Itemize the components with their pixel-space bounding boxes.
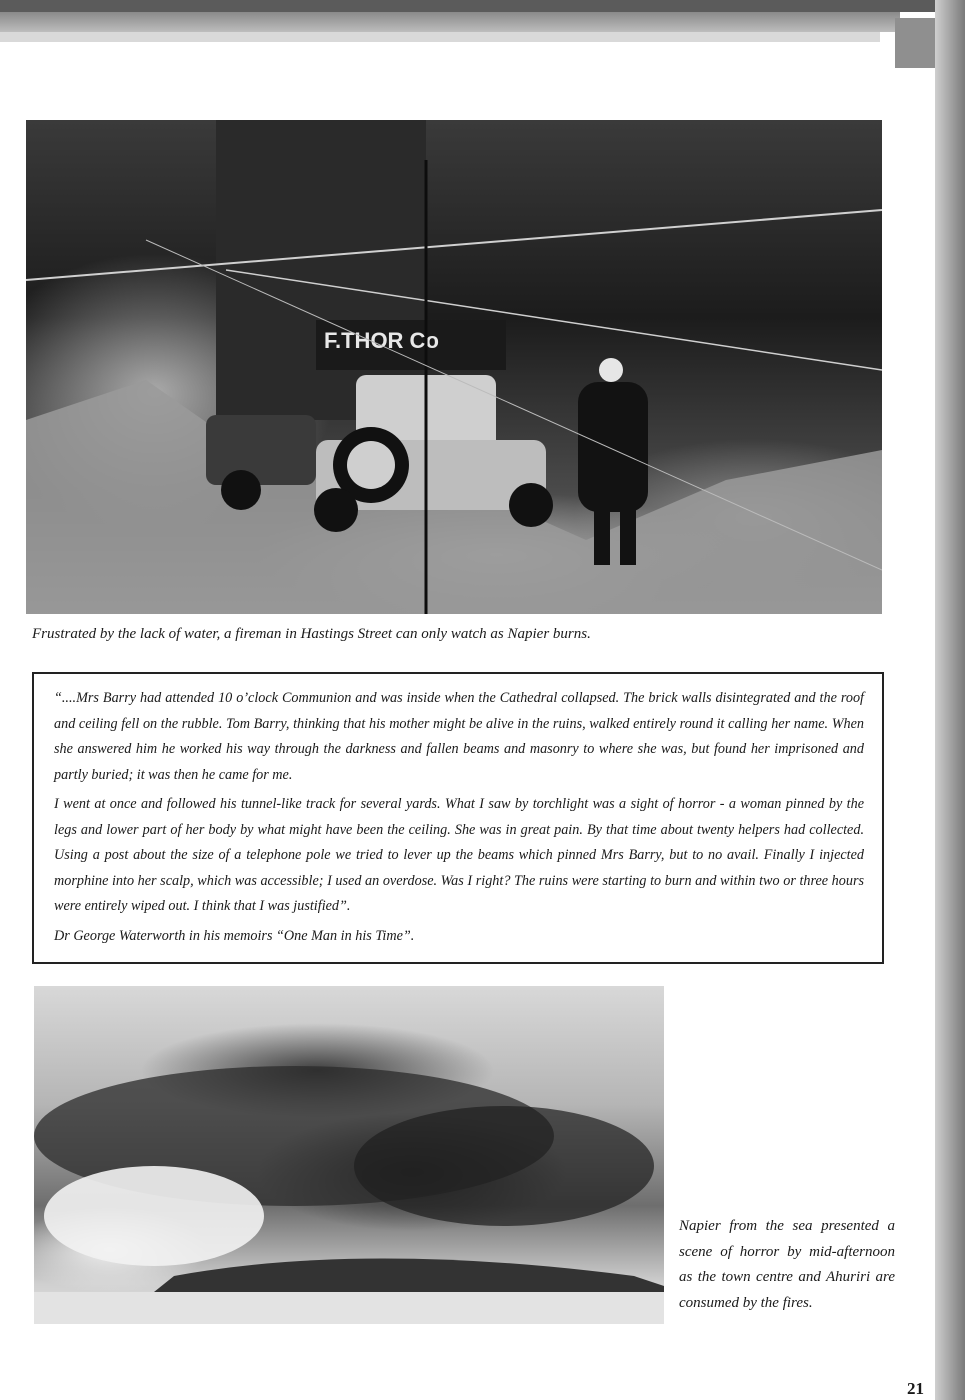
scan-edge-right [935, 0, 965, 1400]
photo-napier-from-sea [34, 986, 664, 1324]
scan-corner [895, 18, 935, 68]
quote-box [32, 672, 884, 964]
scan-edge-band [0, 12, 900, 32]
shop-sign-text: F.THOR Co [324, 328, 439, 353]
scan-edge-band-light [0, 32, 880, 42]
quote-attribution: Dr George Waterworth in his memoirs “One Man in his Time”. [54, 927, 415, 944]
page-number: 21 [907, 1379, 924, 1398]
quote-paragraph-2: I went at once and followed his tunnel-like track for several yards. What I saw by torchlight was a sight of horror - a woman pinned by the legs and lower part of her body by what might have been the ceiling. She was in great pain. By that time about twenty helpers had collected. Using a post about the size of a telephone pole we tried to lever up the beams which pinned Mrs Barry, but to no avail. Finally I injected morphine into her scalp, which was accessible; I used an overdose. Was I right? The ruins were starting to burn and within two or three hours were entirely wiped out. I think that I was justified”. [54, 796, 864, 914]
photo-napier-from-sea-drawing [34, 986, 664, 1324]
smoke-white [44, 1166, 264, 1266]
photo-napier-from-sea-caption: Napier from the sea presented a scene of horror by mid-afternoon as the town centre and Ahuriri are consumed by the fires. [679, 1218, 895, 1311]
photo-hastings-street-caption: Frustrated by the lack of water, a fireman in Hastings Street can only watch as Napier burns. [32, 626, 591, 642]
sea [34, 1292, 664, 1324]
photo-hastings-street-drawing [26, 120, 882, 614]
scan-edge-top [0, 0, 965, 12]
smoke-cloud-right [354, 1106, 654, 1226]
shoreline-hill [154, 1259, 664, 1293]
photo-hastings-street [26, 120, 882, 614]
quote-paragraph-1: “....Mrs Barry had attended 10 o’clock Communion and was inside when the Cathedral collapsed. The brick walls disintegrated and the roof and ceiling fell on the rubble. Tom Barry, thinking that his mother might be alive in the ruins, walked entirely round it calling her name. When she answered him he worked his way through the darkness and fallen beams and masonry to where she was, but found her imprisoned and partly buried; it was then he came for me. [54, 690, 864, 783]
